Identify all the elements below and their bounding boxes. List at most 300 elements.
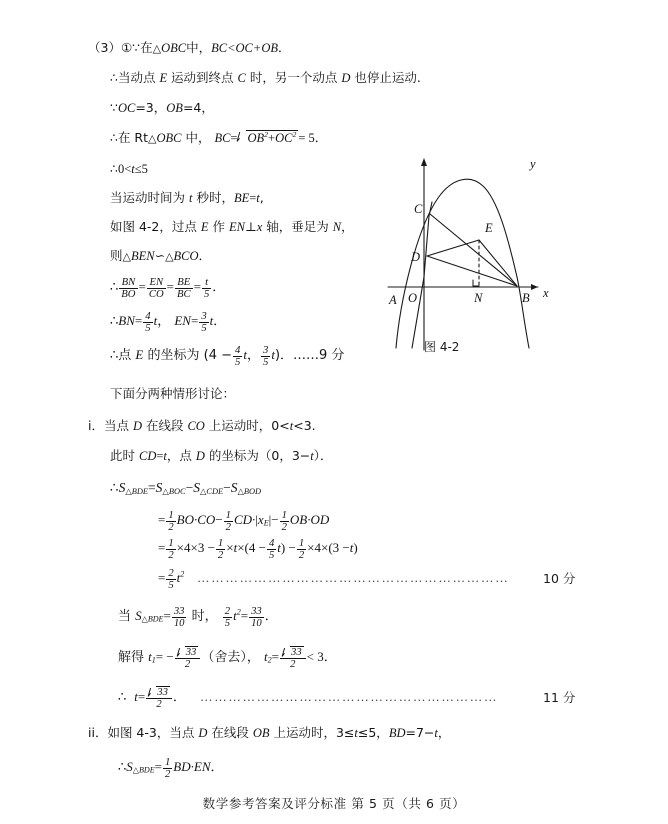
line22-text4: ≤5， [357, 725, 389, 740]
line10-var-t2: t [209, 312, 214, 328]
frac-denominator: 5 [235, 357, 241, 369]
text-line-11-point-e-coords [110, 345, 344, 369]
line16-term2: CD· [233, 511, 256, 527]
line8-text: 则 [110, 248, 123, 263]
fraction-3-5 [199, 311, 208, 335]
line16-abs-sub: E [263, 518, 269, 528]
fraction-1-2 [224, 510, 233, 534]
line16-term1: BO·CO [176, 511, 216, 527]
line13-text2: 在线段 [142, 418, 188, 433]
geometry-figure [386, 152, 642, 362]
line17-var-t3: t [349, 539, 354, 555]
frac-denominator: BO [121, 289, 136, 301]
frac-denominator: 5 [268, 550, 275, 562]
area-s3: S [193, 480, 200, 495]
fraction-1-2 [163, 757, 172, 781]
line20-note: （舍去）， [201, 649, 265, 665]
text-line-1 [88, 42, 291, 55]
line16-minus1: − [215, 511, 223, 527]
triangle-symbol: △ [165, 250, 174, 263]
line21-eq: = [137, 688, 146, 704]
line6-var-t: t [188, 191, 193, 205]
line2-var-c: C [237, 71, 246, 85]
line14-text4: ）． [313, 448, 333, 463]
line7-text3: 轴，垂足为 [262, 219, 333, 234]
frac-denominator: 5 [168, 580, 174, 592]
area-s1: S [118, 480, 126, 495]
line4-plus: + [268, 131, 276, 146]
label-y-axis: y [530, 157, 536, 171]
case-marker-i: i． [88, 418, 104, 433]
frac-numerator: 4 [145, 311, 151, 322]
fraction-1-2 [166, 538, 175, 562]
line4-exp-b: 2 [292, 130, 297, 139]
line20-t1-sub: 1 [151, 655, 156, 665]
area-s3-sub: △CDE [199, 486, 224, 496]
line2-text4: 也停止运动. [350, 70, 421, 85]
line19-exponent: 2 [236, 607, 241, 617]
abs-open: | [255, 511, 258, 527]
line4-root-oc: OC [275, 131, 293, 146]
line2-lead: ∴ [110, 70, 118, 85]
label-point-a: A [389, 293, 397, 307]
line-ac-steep [412, 202, 432, 348]
line19-eq: = [163, 607, 171, 623]
fraction-33-10 [249, 606, 264, 630]
line4-text2: 中， [181, 130, 215, 146]
line11-lead: ∴ [110, 347, 119, 363]
label-point-b: B [522, 291, 530, 305]
line7-var-n: N [332, 220, 342, 234]
frac-numerator: t [202, 277, 211, 289]
perpendicular-symbol: ⊥ [244, 220, 257, 234]
line11-text: 点 [118, 347, 136, 363]
line22-bd: BD [388, 726, 406, 740]
line17-term4: ×4×(3 − [307, 539, 350, 555]
frac-numerator: 1 [168, 538, 174, 549]
line14-eq: = [156, 449, 164, 463]
line21-period: ． [172, 689, 186, 705]
text-line-5 [110, 163, 148, 176]
line9-eq1: = [138, 278, 146, 294]
frac-denominator: 2 [225, 522, 231, 534]
line8-var-bco: BCO [173, 249, 199, 263]
line3-lead: ∵ [110, 100, 118, 115]
text-line-13-case-i [88, 420, 316, 433]
line15-minus2: − [223, 480, 231, 495]
line7-var-e: E [200, 220, 209, 234]
fraction-4-5 [143, 311, 152, 335]
fraction-sqrt33-2 [175, 646, 201, 671]
line11-var-t: t [243, 346, 247, 362]
line5-var-t: t [131, 162, 135, 176]
frac-denominator: 5 [145, 323, 151, 335]
line17-term4b: ) [353, 539, 358, 555]
frac-denominator: BC [177, 289, 191, 301]
fraction-sqrt33-2 [146, 686, 172, 711]
line17-term2b: ×(4 − [237, 539, 266, 555]
frac-numerator [146, 686, 172, 699]
line14-var-t: t [163, 449, 167, 463]
text-line-16 [158, 510, 329, 534]
line18-var-t: t [176, 569, 181, 585]
line11-comma: ， [246, 347, 260, 363]
line7-en: EN [228, 220, 245, 234]
text-line-17 [158, 538, 358, 562]
text-line-10 [110, 311, 226, 335]
line10-bn: BN [118, 312, 135, 328]
line13-var-d: D [132, 419, 142, 433]
line18-exponent: 2 [180, 569, 185, 579]
line19-s: S [135, 607, 142, 623]
frac-numerator [175, 646, 201, 659]
label-point-d: D [411, 250, 421, 264]
line6-var-t2: t [256, 191, 260, 205]
frac-numerator: EN [147, 277, 166, 289]
frac-denominator: 2 [168, 522, 174, 534]
fraction-33-10 [172, 606, 187, 630]
frac-denominator: 5 [224, 618, 231, 630]
frac-denominator: 2 [184, 659, 191, 671]
line22-text: 如图 4-3，当点 [107, 725, 199, 740]
frac-numerator [280, 646, 306, 659]
frac-numerator: 2 [168, 568, 174, 579]
line22-var-ob: OB [252, 726, 270, 740]
frac-numerator: BE [175, 277, 193, 289]
sqrt-group [177, 646, 199, 658]
line23-s: S [126, 758, 133, 774]
fraction-4-5 [267, 538, 276, 562]
line14-cd: CD [138, 449, 157, 463]
line11-close: )． [274, 347, 294, 363]
text-line-21-final-t [118, 686, 186, 711]
line23-period: ． [210, 759, 224, 775]
line4-var-obc: OBC [156, 131, 182, 146]
text-line-23 [118, 757, 224, 781]
label-point-e: E [485, 221, 493, 235]
similar-symbol: ∽ [154, 249, 166, 263]
sqrt-radicand: 33 [157, 687, 168, 698]
line1-prefix: （3）①∵ [88, 40, 141, 55]
line1-expression: BC<OC+OB [211, 41, 278, 55]
line23-s-sub: △BDE [132, 765, 155, 775]
fraction-1-2 [297, 538, 306, 562]
line14-var-t2: t [310, 449, 314, 463]
fraction-1-2 [166, 510, 175, 534]
fraction-sqrt33-2 [280, 646, 306, 671]
line13-text4: <3. [293, 418, 316, 433]
frac-denominator: 2 [290, 659, 296, 671]
abs-close: | [268, 511, 272, 527]
frac-numerator: 3 [262, 345, 269, 356]
text-line-14 [110, 450, 333, 463]
frac-denominator: 2 [217, 550, 224, 562]
line11-text2: 的坐标为 (4 − [143, 347, 233, 363]
sqrt-group [282, 646, 304, 658]
frac-numerator: 1 [164, 757, 171, 768]
frac-numerator: 4 [268, 538, 275, 549]
line14-text: 此时 [110, 448, 139, 463]
text-line-19 [118, 606, 278, 630]
line22-text2: 在线段 [207, 725, 253, 740]
line4-result: = 5 [298, 131, 315, 146]
case-marker-ii: ii． [88, 725, 108, 740]
line10-sep: ， [157, 313, 175, 329]
line9-eq2: = [166, 278, 174, 294]
line23-expr: BD·EN [173, 758, 211, 774]
line6-text2: 秒时， [192, 190, 234, 205]
text-line-4 [110, 130, 327, 145]
page-footer: 数学参考答案及评分标准 第 5 页（共 6 页） [202, 796, 466, 811]
frac-denominator: 5 [262, 357, 269, 369]
line21-lead: ∴ [118, 689, 127, 705]
line16-minus2: − [271, 511, 279, 527]
x-axis-arrow [531, 284, 538, 290]
right-angle-mark [473, 280, 479, 286]
line4-exp-a: 2 [264, 130, 269, 139]
line6-be: BE [233, 191, 250, 205]
line19-text: 当 [118, 608, 136, 624]
frac-denominator: 2 [164, 769, 171, 781]
frac-numerator: 3 [201, 311, 207, 322]
line3-ob: OB [166, 101, 183, 115]
line19-eq2: = [240, 607, 249, 623]
line11-var-e: E [135, 346, 144, 362]
fraction-en-co [147, 277, 166, 301]
line2-var-e: E [159, 71, 168, 85]
line22-var-d: D [198, 726, 208, 740]
line9-period: ． [212, 279, 226, 295]
frac-denominator: 2 [281, 522, 287, 534]
line20-compare: < 3 [306, 648, 324, 664]
frac-numerator: 1 [281, 510, 287, 521]
frac-numerator: 1 [298, 538, 305, 549]
label-point-c: C [414, 202, 423, 216]
line1-period: ． [278, 40, 291, 55]
frac-denominator: 2 [298, 550, 305, 562]
line22-text5: =7− [405, 725, 435, 740]
line23-lead: ∴ [118, 759, 127, 775]
line13-var-co: CO [187, 419, 205, 433]
label-x-axis: x [543, 286, 549, 300]
line3-ob-value: =4， [182, 100, 214, 115]
frac-numerator: 33 [173, 606, 185, 617]
line22-var-t2: t [434, 726, 438, 740]
figure-caption: 图 4-2 [424, 340, 460, 354]
line22-var-t: t [354, 726, 358, 740]
line8-var-ben: BEN [130, 249, 155, 263]
sqrt-group [237, 130, 298, 145]
line20-t2: t [264, 648, 268, 664]
text-line-6 [110, 192, 264, 205]
area-s2-sub: △BOC [162, 486, 186, 496]
fraction-be-bc [175, 277, 193, 301]
frac-denominator: 2 [156, 699, 162, 711]
line12-text: 下面分两种情形讨论： [110, 386, 236, 401]
area-s2: S [155, 480, 163, 495]
frac-denominator: 5 [201, 323, 207, 335]
line17-term2: × [226, 539, 234, 555]
line1-text-a: 在 [140, 40, 153, 55]
frac-numerator: 1 [217, 538, 224, 549]
line10-eq2: = [190, 312, 199, 328]
line9-eq3: = [193, 278, 201, 294]
frac-numerator: BN [119, 277, 137, 289]
line7-text: 如图 4-2，过点 [110, 219, 201, 234]
line23-eq: = [154, 758, 162, 774]
line19-s-sub: △BDE [141, 614, 164, 624]
triangle-symbol: △ [148, 132, 157, 146]
line17-term3: ) − [280, 539, 296, 555]
line11-var-t2: t [271, 346, 275, 362]
line2-text3: 时，另一个动点 [245, 70, 342, 85]
line5-expr2: ≤5 [134, 162, 148, 176]
frac-denominator: 10 [251, 618, 262, 630]
line20-t2-sub: 2 [267, 655, 272, 665]
text-line-2 [110, 72, 421, 85]
line16-abs-var: x [257, 511, 264, 527]
fraction-4-5 [233, 345, 242, 369]
line2-text: 当动点 [117, 70, 160, 85]
leader-dots-10: ………………………………………………………… [197, 571, 510, 585]
frac-denominator: 5 [203, 289, 210, 301]
frac-denominator: 10 [173, 618, 185, 630]
text-line-9-ratios [110, 277, 225, 301]
line14-var-d: D [195, 449, 205, 463]
line20-eq1: = − [155, 648, 174, 664]
line4-period: ． [314, 130, 328, 146]
line7-text2: 作 [208, 219, 229, 234]
line10-lead: ∴ [110, 313, 119, 329]
line14-text3: 的坐标为（0，3− [204, 448, 311, 463]
score-9: 9 分 [319, 347, 345, 363]
label-point-o: O [408, 291, 418, 305]
line21-var-t: t [134, 688, 138, 704]
line19-text2: 时， [187, 608, 222, 624]
line2-var-d: D [341, 71, 351, 85]
line4-equals: = [230, 131, 238, 146]
area-s4: S [230, 480, 238, 495]
line10-eq: = [134, 312, 143, 328]
text-line-22-case-ii [88, 727, 450, 740]
segment-db [427, 256, 517, 286]
triangle-symbol: △ [152, 42, 162, 55]
line4-root-ob: OB [247, 131, 265, 146]
sqrt-group [148, 686, 170, 698]
sqrt-radicand [246, 130, 298, 145]
frac-denominator: 2 [168, 550, 174, 562]
line15-eq: = [148, 480, 156, 495]
fraction-2-5 [223, 606, 232, 630]
line7-var-x: x [256, 220, 263, 234]
line20-eq2: = [271, 648, 280, 664]
line5-expr: 0< [117, 162, 132, 176]
line7-period: ， [341, 219, 354, 234]
fraction-bn-bo [119, 277, 137, 301]
triangle-symbol: △ [122, 250, 131, 263]
line15-lead: ∴ [110, 480, 119, 496]
line4-bc: BC [214, 131, 231, 146]
line3-oc: OC [117, 101, 136, 115]
frac-denominator: CO [148, 289, 164, 301]
leader-dots-11: ……………………………………………………… [200, 690, 499, 704]
text-line-15-area-decomposition [110, 481, 261, 496]
line6-equals: = [249, 191, 257, 205]
label-point-n: N [474, 291, 483, 305]
frac-numerator: 33 [251, 606, 262, 617]
line11-dots: …… [293, 347, 320, 363]
sqrt-radicand: 33 [185, 647, 197, 658]
line20-text: 解得 [118, 649, 149, 665]
line2-text2: 运动到终点 [167, 70, 238, 85]
line6-period: , [259, 190, 264, 205]
line9-lead: ∴ [110, 279, 119, 295]
text-line-7 [110, 221, 354, 234]
line8-period: ． [198, 248, 212, 263]
line15-minus1: − [185, 480, 194, 495]
y-axis-arrow [421, 158, 427, 166]
line19-period: ． [264, 608, 278, 624]
fraction-t-5 [202, 277, 211, 301]
line6-text: 当运动时间为 [110, 190, 189, 205]
segment-cb [430, 214, 517, 286]
frac-numerator: 1 [225, 510, 231, 521]
line14-text2: ，点 [166, 448, 196, 463]
line22-period: ， [437, 725, 451, 740]
line17-var-t: t [233, 539, 238, 555]
fraction-1-2 [216, 538, 225, 562]
fraction-3-5 [261, 345, 270, 369]
frac-numerator: 1 [168, 510, 174, 521]
line19-var-t: t [233, 607, 237, 623]
line4-lead: ∴ [110, 130, 118, 146]
line10-period: ． [213, 313, 227, 329]
area-s4-sub: △BOD [237, 486, 262, 496]
line10-en: EN [174, 312, 191, 328]
text-line-3 [110, 102, 214, 115]
line4-text: 在 Rt [117, 130, 149, 146]
line13-text3: 上运动时，0< [204, 418, 290, 433]
frac-numerator: 4 [235, 345, 241, 356]
sqrt-radicand: 33 [291, 647, 302, 658]
line10-var-t: t [153, 312, 158, 328]
score-10: 10 分 [543, 571, 576, 586]
line5-lead: ∴ [110, 161, 118, 176]
line1-text-b: 中， [186, 40, 212, 55]
line20-period: ． [323, 649, 337, 665]
line1-var-obc: OBC [161, 41, 187, 55]
line16-term3: OB·OD [289, 511, 330, 527]
line3-oc-value: =3， [135, 100, 167, 115]
fraction-1-2 [280, 510, 289, 534]
text-line-12 [110, 388, 235, 401]
line13-var-t: t [289, 419, 294, 433]
area-s1-sub: △BDE [125, 486, 149, 496]
text-line-18-result [158, 568, 184, 592]
frac-numerator: 2 [224, 606, 231, 617]
fraction-2-5 [166, 568, 175, 592]
line17-eq: = [158, 539, 166, 555]
line20-t1: t [148, 648, 152, 664]
text-line-20-roots [118, 646, 337, 671]
score-11: 11 分 [543, 690, 576, 705]
line17-var-t2: t [277, 539, 281, 555]
line17-term1: ×4×3 − [176, 539, 215, 555]
line22-text3: 上运动时，3≤ [269, 725, 355, 740]
line16-eq: = [158, 511, 166, 527]
line18-eq: = [158, 569, 166, 585]
line13-text: 当点 [103, 418, 133, 433]
